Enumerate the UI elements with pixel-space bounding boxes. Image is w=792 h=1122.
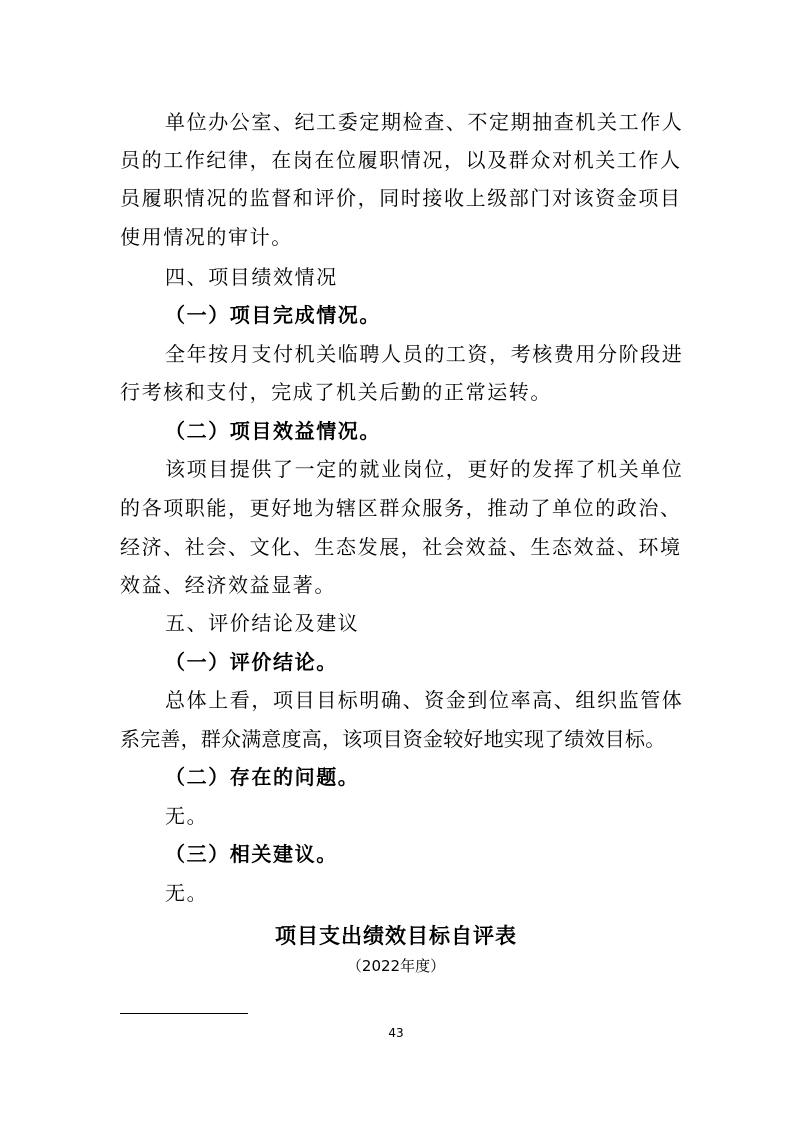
paragraph-line: 单位办公室、纪工委定期检查、不定期抽查机关工作人: [165, 110, 684, 134]
paragraph-line: 总体上看，项目目标明确、资金到位率高、组织监管体: [165, 688, 684, 712]
table-subtitle: （2022年度）: [346, 957, 446, 975]
paragraph-line: 无。: [165, 804, 209, 828]
paragraph-line: 系完善，群众满意度高，该项目资金较好地实现了绩效目标。: [120, 727, 666, 751]
subsection-heading: （二）存在的问题。: [165, 765, 360, 789]
paragraph-line: 该项目提供了一定的就业岗位，更好的发挥了机关单位: [165, 457, 684, 481]
paragraph-line: 员履职情况的监督和评价，同时接收上级部门对该资金项目: [120, 186, 682, 210]
table-title: 项目支出绩效目标自评表: [275, 923, 517, 948]
paragraph-line: 行考核和支付，完成了机关后勤的正常运转。: [120, 380, 552, 404]
paragraph-line: 员的工作纪律，在岗在位履职情况，以及群众对机关工作人: [120, 148, 682, 172]
paragraph-line: 经济、社会、文化、生态发展，社会效益、生态效益、环境: [120, 535, 682, 559]
subsection-heading: （一）项目完成情况。: [165, 303, 381, 327]
paragraph-line: 全年按月支付机关临聘人员的工资，考核费用分阶段进: [165, 342, 684, 366]
paragraph-line: 使用情况的审计。: [120, 225, 293, 249]
paragraph-line: 无。: [165, 881, 209, 905]
section-heading: 四、项目绩效情况: [165, 265, 338, 289]
footnote-separator: [120, 1013, 248, 1014]
subsection-heading: （二）项目效益情况。: [165, 419, 381, 443]
paragraph-line: 的各项职能，更好地为辖区群众服务，推动了单位的政治、: [120, 496, 682, 520]
subsection-heading: （三）相关建议。: [165, 842, 338, 866]
section-heading: 五、评价结论及建议: [165, 611, 360, 635]
subsection-heading: （一）评价结论。: [165, 650, 338, 674]
page-number: 43: [388, 1026, 404, 1040]
paragraph-line: 效益、经济效益显著。: [120, 573, 336, 597]
